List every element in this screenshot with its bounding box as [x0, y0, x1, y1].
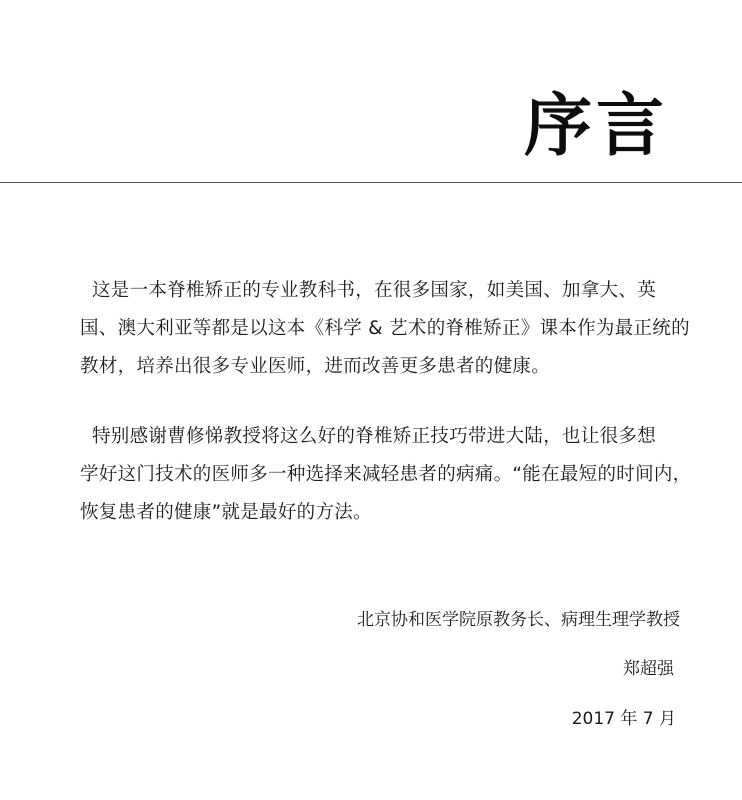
signature-name: 郑超强: [623, 659, 674, 679]
paragraph-1-line-3: 教材，培养出很多专业医师，进而改善更多患者的健康。: [80, 356, 551, 377]
title-divider: [0, 182, 742, 183]
paragraph-2-line-2: 学好这门技术的医师多一种选择来减轻患者的病痛。“能在最短的时间内，: [80, 464, 692, 485]
signature-date: 2017 年 7 月: [571, 709, 676, 729]
paragraph-2: [80, 418, 692, 532]
signature-affiliation: 北京协和医学院原教务长、病理生理学教授: [357, 610, 680, 630]
paragraph-2-line-3: 恢复患者的健康”就是最好的方法。: [80, 502, 372, 523]
paragraph-2-line-1: 特别感谢曹修悌教授将这么好的脊椎矫正技巧带进大陆，也让很多想: [92, 426, 657, 447]
preface-title: 序言: [523, 86, 668, 166]
paragraph-1: [80, 272, 690, 386]
paragraph-1-line-1: 这是一本脊椎矫正的专业教科书，在很多国家，如美国、加拿大、英: [92, 280, 657, 301]
paragraph-1-line-2: 国、澳大利亚等都是以这本《科学 & 艺术的脊椎矫正》课本作为最正统的: [80, 318, 690, 339]
